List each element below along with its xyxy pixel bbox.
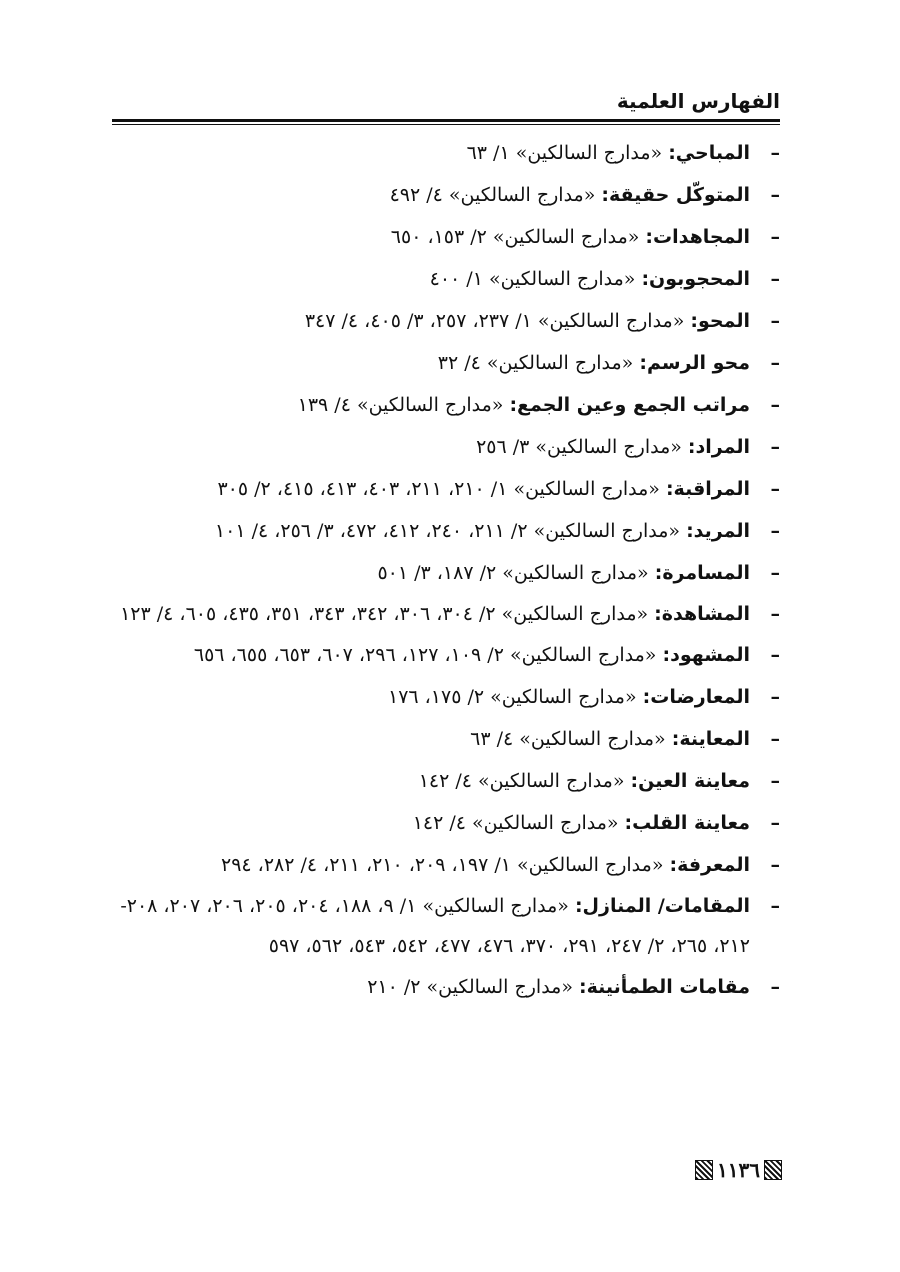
entry-term: مراتب الجمع وعين الجمع: [509, 394, 750, 416]
entry-term: معاينة العين: [630, 770, 750, 792]
entry-term: المريد: [686, 520, 750, 542]
entry-dash: – [770, 686, 780, 708]
entry-term: معاينة القلب: [624, 812, 750, 834]
index-entry [112, 844, 780, 886]
entry-references: «مدارج السالكين» ٢/ ١٥٣، ٦٥٠ [390, 226, 640, 248]
entry-references: «مدارج السالكين» ٤/ ١٤٢ [412, 812, 619, 834]
entry-term: المتوكّل حقيقة: [601, 184, 750, 206]
index-entry [112, 300, 780, 342]
index-entry [112, 174, 780, 216]
entry-references: «مدارج السالكين» ٤/ ١٣٩ [297, 394, 504, 416]
entry-term: المعارضات: [642, 686, 750, 708]
index-entry [112, 676, 780, 718]
entry-term: المشاهدة: [654, 603, 750, 625]
entry-dash: – [770, 728, 780, 750]
entry-dash: – [770, 520, 780, 542]
index-entries [112, 132, 780, 1008]
entry-term: المقامات/ المنازل: [574, 895, 750, 917]
entry-term: محو الرسم: [639, 352, 750, 374]
page-footer [695, 1155, 782, 1185]
entry-term: المعرفة: [669, 854, 750, 876]
entry-references: «مدارج السالكين» ١/ ١٩٧، ٢٠٩، ٢١٠، ٢١١، ٤/ ٢٨٢، ٢٩٤ [221, 854, 664, 876]
entry-dash: – [770, 854, 780, 876]
entry-references: «مدارج السالكين» ٢/ ٢١٠ [367, 976, 573, 998]
entry-references: «مدارج السالكين» ٢/ ٣٠٤، ٣٠٦، ٣٤٢، ٣٤٣، ٣٥١، ٤٣٥، ٦٠٥، ٤/ ١٢٣ [120, 603, 649, 625]
entry-dash: – [770, 352, 780, 374]
index-entry [112, 342, 780, 384]
entry-term: المسامرة: [654, 562, 750, 584]
running-header [112, 88, 780, 118]
index-entry [112, 594, 780, 634]
index-entry [112, 426, 780, 468]
entry-dash: – [770, 644, 780, 666]
entry-references: «مدارج السالكين» ٢/ ١٨٧، ٣/ ٥٠١ [377, 562, 649, 584]
header-title: الفهارس العلمية [616, 89, 780, 113]
entry-term: المراقبة: [665, 478, 750, 500]
index-entry [112, 510, 780, 552]
entry-dash: – [770, 394, 780, 416]
index-entry [112, 966, 780, 1008]
entry-dash: – [770, 812, 780, 834]
index-entry [112, 552, 780, 594]
entry-references: «مدارج السالكين» ٤/ ١٤٢ [418, 770, 625, 792]
entry-dash: – [770, 562, 780, 584]
entry-references: «مدارج السالكين» ١/ ٤٠٠ [429, 268, 636, 290]
entry-dash: – [770, 770, 780, 792]
entry-dash: – [770, 184, 780, 206]
entry-dash: – [770, 226, 780, 248]
index-entry [112, 718, 780, 760]
index-entry [112, 384, 780, 426]
header-rule-thin [112, 124, 780, 125]
header-rule-thick [112, 119, 780, 122]
entry-dash: – [770, 142, 780, 164]
entry-references: «مدارج السالكين» ١/ ٢١٠، ٢١١، ٤٠٣، ٤١٣، ٤١٥، ٢/ ٣٠٥ [217, 478, 660, 500]
entry-dash: – [770, 436, 780, 458]
entry-references: «مدارج السالكين» ١/ ٩، ١٨٨، ٢٠٤، ٢٠٥، ٢٠٦، ٢٠٧، ٢٠٨- ٢١٢، ٢٦٥، ٢/ ٢٤٧، ٢٩١، ٣٧٠، ٤٧٦، ٤٧٧، ٥٤٢، ٥٤٣، ٥٦٢، ٥٩٧ [120, 895, 750, 957]
entry-term: المشهود: [662, 644, 750, 666]
ornament-left-icon [695, 1160, 713, 1180]
entry-term: المراد: [687, 436, 750, 458]
entry-references: «مدارج السالكين» ٤/ ٣٢ [437, 352, 634, 374]
entry-references: «مدارج السالكين» ٣/ ٢٥٦ [476, 436, 682, 458]
index-entry [112, 886, 780, 966]
entry-term: المحجوبون: [641, 268, 750, 290]
index-entry [112, 468, 780, 510]
entry-dash: – [770, 478, 780, 500]
entry-references: «مدارج السالكين» ٢/ ١٠٩، ١٢٧، ٢٩٦، ٦٠٧، ٦٥٣، ٦٥٥، ٦٥٦ [193, 644, 657, 666]
ornament-right-icon [764, 1160, 782, 1180]
page-number: ١١٣٦ [717, 1158, 760, 1182]
entry-term: المجاهدات: [645, 226, 750, 248]
index-entry [112, 760, 780, 802]
entry-references: «مدارج السالكين» ٢/ ٢١١، ٢٤٠، ٤١٢، ٤٧٢، ٣/ ٢٥٦، ٤/ ١٠١ [214, 520, 681, 542]
entry-term: المباحي: [668, 142, 750, 164]
entry-dash: – [770, 310, 780, 332]
entry-dash: – [770, 895, 780, 917]
index-entry [112, 634, 780, 676]
index-entry [112, 216, 780, 258]
entry-references: «مدارج السالكين» ٢/ ١٧٥، ١٧٦ [388, 686, 637, 708]
entry-dash: – [770, 603, 780, 625]
entry-references: «مدارج السالكين» ٤/ ٤٩٢ [389, 184, 596, 206]
entry-term: مقامات الطمأنينة: [579, 976, 750, 998]
entry-dash: – [770, 976, 780, 998]
entry-references: «مدارج السالكين» ١/ ٢٣٧، ٢٥٧، ٣/ ٤٠٥، ٤/ ٣٤٧ [304, 310, 685, 332]
index-entry [112, 258, 780, 300]
index-entry [112, 802, 780, 844]
entry-term: المحو: [690, 310, 750, 332]
entry-dash: – [770, 268, 780, 290]
entry-term: المعاينة: [671, 728, 750, 750]
entry-references: «مدارج السالكين» ٤/ ٦٣ [470, 728, 666, 750]
entry-references: «مدارج السالكين» ١/ ٦٣ [466, 142, 663, 164]
index-entry [112, 132, 780, 174]
